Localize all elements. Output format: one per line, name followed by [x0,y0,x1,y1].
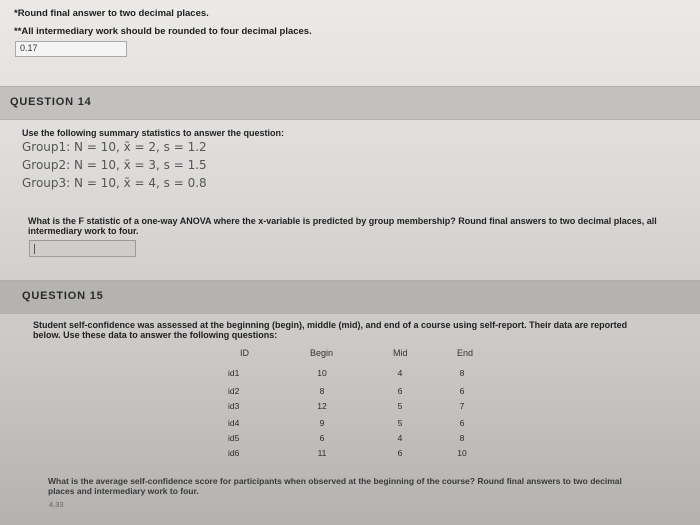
question-15-answer-field[interactable]: 4.33 [49,500,64,509]
question-14-answer-field[interactable] [29,240,136,257]
row-end: 8 [459,368,465,378]
row-begin: 9 [319,418,325,428]
question-15-intro [33,320,627,340]
column-header-mid: Mid [393,348,408,358]
row-mid: 5 [397,418,403,428]
question-14-header [0,86,700,120]
row-end: 8 [459,433,465,443]
column-header-end: End [457,348,474,358]
row-begin: 6 [319,433,325,443]
row-mid: 6 [397,448,403,458]
group-2-stats: Group2: N = 10, x̄ = 3, s = 1.5 [22,158,207,172]
row-end: 6 [459,418,465,428]
row-mid: 5 [397,401,403,411]
row-id: id3 [228,401,240,411]
group-1-stats: Group1: N = 10, x̄ = 2, s = 1.2 [22,140,207,154]
question-15-intro-line-2: below. Use these data to answer the following questions: [33,330,278,340]
row-mid: 4 [397,368,403,378]
column-header-id: ID [240,348,249,358]
row-id: id4 [228,418,240,428]
text-cursor [34,244,35,254]
row-id: id2 [228,386,240,396]
previous-answer-field[interactable]: 0.17 [15,41,127,57]
row-mid: 6 [397,386,403,396]
question-14-prompt-line-2: intermediary work to four. [28,226,139,236]
row-begin: 11 [317,448,327,458]
question-15-prompt-line-2: places and intermediary work to four. [48,486,199,496]
row-id: id6 [228,448,240,458]
row-begin: 10 [317,368,327,378]
question-14-prompt-line-1: What is the F statistic of a one-way ANOVA where the x-variable is predicted by group membership? Round final answers to two decimal places, all [28,216,657,226]
row-id: id5 [228,433,240,443]
question-15-header [0,280,700,314]
row-end: 7 [459,401,465,411]
rounding-note: *Round final answer to two decimal places. [14,8,209,19]
row-mid: 4 [397,433,403,443]
question-15-intro-line-1: Student self-confidence was assessed at the beginning (begin), middle (mid), and end of a course using self-report. Their data are reported [33,320,628,330]
row-begin: 12 [317,401,327,411]
group-3-stats: Group3: N = 10, x̄ = 4, s = 0.8 [22,176,207,190]
row-end: 6 [459,386,465,396]
intermediary-note: **All intermediary work should be rounded to four decimal places. [14,26,312,37]
question-15-prompt [48,476,622,496]
row-end: 10 [457,448,467,458]
question-14-title: QUESTION 14 [10,96,92,108]
question-14-prompt [28,216,698,236]
column-header-begin: Begin [310,348,334,358]
row-id: id1 [228,368,240,378]
question-15-prompt-line-1: What is the average self-confidence score for participants when observed at the beginning of the course? Round final answers to two decimal [48,476,622,486]
row-begin: 8 [319,386,325,396]
question-14-intro: Use the following summary statistics to answer the question: [22,128,285,138]
question-15-title: QUESTION 15 [22,290,104,302]
